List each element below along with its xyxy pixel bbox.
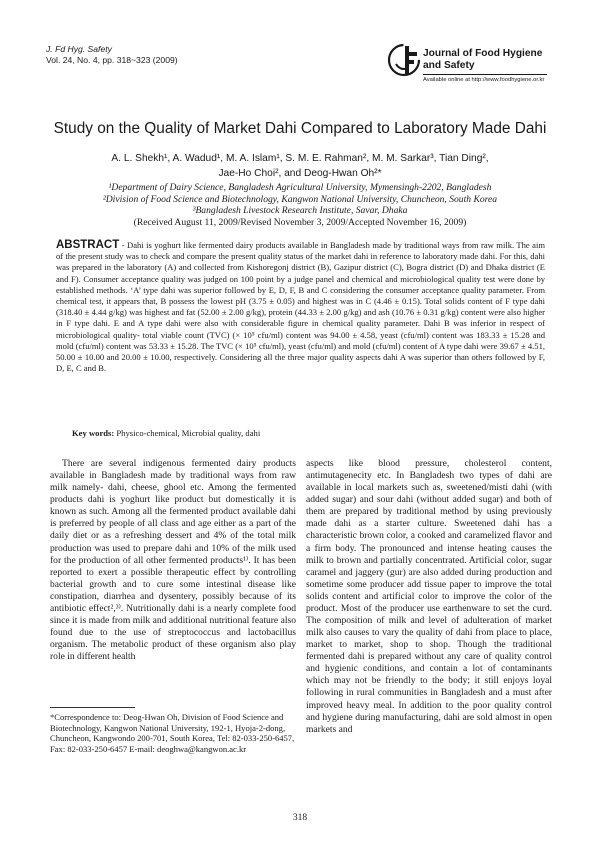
received-dates: (Received August 11, 2009/Revised November 3, 2009/Accepted November 16, 2009) xyxy=(133,216,467,228)
logo-divider xyxy=(423,74,547,75)
abstract-text: - Dahi is yoghurt like fermented dairy products available in Bangladesh made by traditional ways from raw milk. The aim of the present study was to check and compare the present quality status of the market dahi in reference to laboratory made dahi. For this, dahi was prepared in the laboratory (A) and collected from Kishoregonj district (B), Gazipur district (C), Bogra district (D) and Dhaka district (E and F). Consumer acceptance quality was judged on 100 point by a judge panel and chemical and microbiological quality test were done by established methods. ‘A’ type dahi was superior followed by E, D, F, B and C considering the consumer acceptance quality parameter. From chemical test, it appears that, B possess the lowest pH (3.75 ± 0.05) and highest was in C (4.46 ± 0.15). Total solids content of F type dahi (318.40 ± 4.44 g/kg) was highest and fat (52.00 ± 2.00 g/kg), protein (44.33 ± 2.00 g/kg) and ash (10.76 ± 0.31 g/kg) content were also higher in F type dahi. E and A type dahi were also with considerable figure in chemical quality parameter. Dahi B was inferior in respect of microbiological quality- total viable count (TVC) (× 10⁵ cfu/ml) content was 94.00 ± 4.58, yeast (cfu/ml) content was 183.33 ± 15.28 and mold (cfu/ml) content was 53.33 ± 15.28. The TVC (× 10⁵ cfu/ml), yeast (cfu/ml) and mold (cfu/ml) content of A type dahi were 39.67 ± 4.51, 50.00 ± 10.00 and 20.00 ± 10.00, respectively. Considering all the three major quality aspects dahi A was superior than others followed by F, D, E, C and B. xyxy=(56,240,545,374)
keywords xyxy=(72,428,260,438)
paper-title: Study on the Quality of Market Dahi Compared to Laboratory Made Dahi xyxy=(53,120,547,137)
body-paragraph: aspects like blood pressure, cholesterol content, antimutagenecity etc. In Bangladesh two types of dahi are available in local markets such as, sweetened/misti dahi (with added sugar) and sour dahi (without added sugar) and both of them are prepared by traditional method by using previously made dahi as a starter culture. Sweetened dahi has a characteristic brown color, a cooked and caramelized flavor and a firm body. The pronounced and intense heating causes the milk to brown and partially concentrated. Artificial color, sugar caramel and jaggery (gur) are also added during production and sometime some producer add tissue paper to improve the total solids content and artificial color to improve the color of the product. Most of the producer use earthenware to set the curd. The composition of milk and level of adulteration of market milk also causes to vary the quality of dahi from place to place, market to market, shop to shop. Though the traditional fermented dahi is prepared without any care of quality control and hygienic conditions, and contain a lot of contaminants which may not be friendly to the body; it still enjoys loyal following in rural communities in Bangladesh and a must after improved heavy meal. In addition to the poor quality control and hygiene during manufacturing, dahi are sold almost in open markets and xyxy=(306,458,552,735)
journal-logo-icon xyxy=(387,40,425,80)
body-column-right xyxy=(306,458,552,736)
author-list xyxy=(60,151,540,181)
keywords-label: Key words: xyxy=(72,428,115,438)
journal-reference xyxy=(46,44,178,66)
correspondence-footnote: *Correspondence to: Deog-Hwan Oh, Division of Food Science and Biotechnology, Kangwon National University, 192-1, Hyoja-2-dong, Chuncheon, Kangwondo 200-701, South Korea, Tel: 82-033-250-6457, Fax: 82-033-250-6457 E-mail: deoghwa@kangwon.ac.kr xyxy=(50,712,295,755)
body-paragraph: There are several indigenous fermented dairy products available in Bangladesh made by traditional ways from raw milk namely- dahi, cheese, ghool etc. Among the fermented products dahi is yoghurt like product but domestically it is known as such. Among all the fermented product available dahi is preferred by people of all class and age either as a part of the daily diet or as a refreshing dessert and 4% of the total milk production was used to prepare dahi and 10% of the milk used for the production of all other fermented products¹⁾. It has been reported to exert a possible therapeutic effect by controlling bacterial growth and to cure some intestinal disease like constipation, diarrhea and dysentery, possibly because of its antibiotic effect²,³⁾. Nutritionally dahi is a nearly complete food since it is made from milk and additional nutritional feature also found due to the use of streptococcus and lactobacillus organism. The metabolic product of these organism also play role in different health xyxy=(50,458,296,663)
footnote-divider xyxy=(50,707,135,708)
authors-line-1: A. L. Shekh¹, A. Wadud¹, M. A. Islam¹, S. M. E. Rahman², M. M. Sarkar³, Tian Ding², xyxy=(111,153,489,164)
affiliation-1: ¹Department of Dairy Science, Bangladesh Agricultural University, Mymensingh-2202, Bangladesh xyxy=(108,182,492,193)
affiliations xyxy=(40,182,560,228)
keywords-text: Physico-chemical, Microbial quality, dahi xyxy=(114,428,261,438)
authors-line-2: Jae-Ho Choi², and Deog-Hwan Oh²* xyxy=(218,168,382,179)
journal-url: Available online at http://www.foodhygiene.or.kr xyxy=(423,77,545,83)
abstract-heading: ABSTRACT xyxy=(56,239,120,251)
journal-abbreviation: J. Fd Hyg. Safety xyxy=(46,44,112,54)
journal-logo xyxy=(387,40,567,98)
journal-logo-title: Journal of Food Hygiene and Safety xyxy=(423,48,543,71)
page-number: 318 xyxy=(292,813,308,823)
affiliation-3: ³Bangladesh Livestock Research Institute, Savar, Dhaka xyxy=(192,205,408,217)
affiliation-2: ²Division of Food Science and Biotechnology, Kangwon National University, Chuncheon, South Korea xyxy=(102,193,498,205)
body-column-left xyxy=(50,458,296,663)
abstract xyxy=(56,240,545,374)
volume-line: Vol. 24, No. 4, pp. 318~323 (2009) xyxy=(46,55,178,65)
